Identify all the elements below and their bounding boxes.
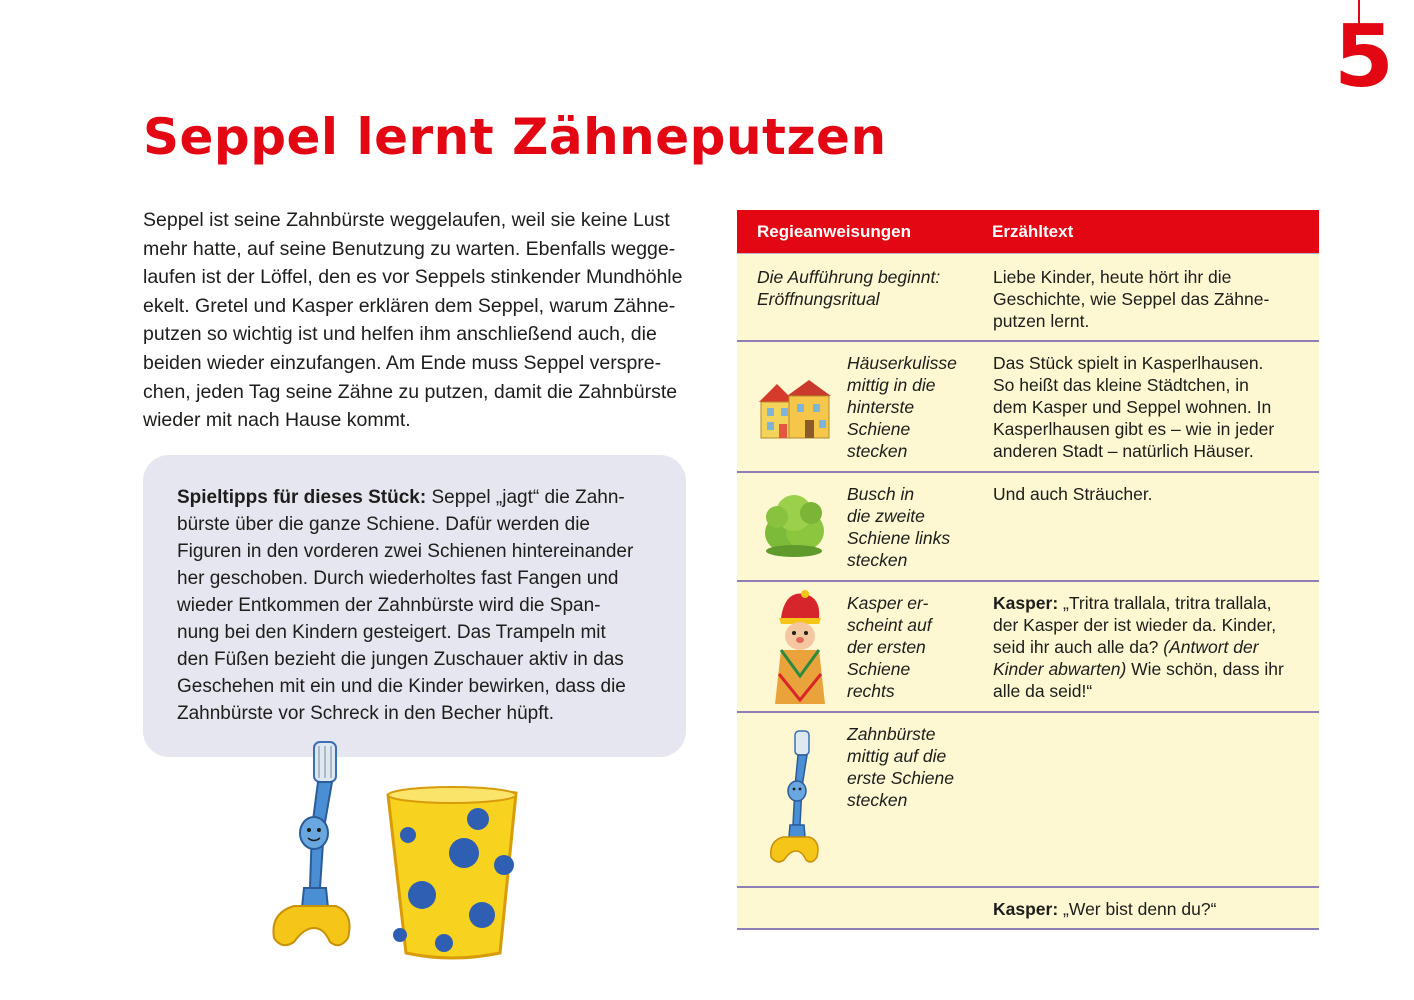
direction-line: Kasper er-	[847, 593, 929, 613]
direction-line: mittig auf die	[847, 746, 947, 766]
header-narration: Erzähltext	[992, 221, 1074, 241]
table-row	[737, 713, 1319, 888]
tips-line: nung bei den Kindern gesteigert. Das Trampeln mit	[177, 622, 606, 643]
tips-first-line	[177, 484, 666, 511]
direction-line: stecken	[847, 790, 908, 810]
kasper-puppet-icon	[771, 588, 827, 706]
table-row	[737, 254, 1319, 342]
tips-line: wieder Entkommen der Zahnbürste wird die Span-	[177, 595, 601, 616]
dialogue-text: „Tritra trallala, tritra trallala,	[1058, 593, 1272, 613]
intro-line: chen, jeden Tag seine Zähne zu putzen, damit die Zahnbürste	[143, 380, 678, 403]
narration-line: putzen lernt.	[993, 311, 1090, 331]
narration-line: So heißt das kleine Städtchen, in	[993, 375, 1249, 395]
direction-line: Zahnbürste	[847, 724, 936, 744]
direction-line: die zweite	[847, 506, 925, 526]
table-row	[737, 342, 1319, 473]
speaker-name: Kasper:	[993, 593, 1059, 613]
narration-line	[993, 898, 1216, 920]
speaker-name: Kasper:	[993, 899, 1059, 919]
dialogue-text: „Wer bist denn du?“	[1058, 899, 1217, 919]
direction-line: Die Aufführung beginnt:	[757, 267, 941, 287]
direction-line: stecken	[847, 550, 908, 570]
intro-text	[143, 206, 703, 435]
tips-line: her geschoben. Durch wiederholtes fast Fangen und	[177, 568, 619, 589]
page-title: Seppel lernt Zähneputzen	[143, 108, 887, 166]
intro-line: putzen so wichtig ist und helfen ihm anschließend auch, die	[143, 323, 657, 346]
direction-line: stecken	[847, 441, 908, 461]
tips-line: Figuren in den vorderen zwei Schienen hintereinander	[177, 541, 634, 562]
intro-line: mehr hatte, auf seine Benutzung zu warten. Ebenfalls wegge-	[143, 237, 676, 260]
toothbrush-illustration	[264, 738, 354, 960]
narration-line: Liebe Kinder, heute hört ihr die	[993, 267, 1232, 287]
tips-label: Spieltipps für dieses Stück:	[177, 487, 427, 508]
direction-line: Häuserkulisse	[847, 353, 957, 373]
play-script-table	[737, 210, 1319, 930]
tips-line: Zahnbürste vor Schreck in den Becher hüpft.	[177, 703, 555, 724]
direction-line: scheint auf	[847, 615, 932, 635]
page-number-digit: 5	[1334, 7, 1394, 107]
intro-line: Seppel ist seine Zahnbürste weggelaufen, weil sie keine Lust	[143, 209, 670, 231]
table-row	[737, 888, 1319, 930]
narration-line: Geschichte, wie Seppel das Zähne-	[993, 289, 1270, 309]
narration-text	[993, 266, 1269, 332]
intro-line: wieder mit nach Hause kommt.	[143, 409, 411, 432]
tips-line: Seppel „jagt“ die Zahn-	[426, 487, 625, 508]
narration-line	[993, 636, 1284, 658]
direction-line: Schiene links	[847, 528, 951, 548]
direction-text	[847, 483, 950, 571]
narration-line: Das Stück spielt in Kasperlhausen.	[993, 353, 1264, 373]
narration-text	[993, 592, 1284, 702]
direction-text	[757, 266, 940, 310]
bush-icon	[761, 489, 827, 559]
intro-line: laufen ist der Löffel, den es vor Seppels stinkender Mundhöhle	[143, 266, 683, 289]
tips-line: bürste über die ganze Schiene. Dafür werden die	[177, 514, 590, 535]
intro-line: ekelt. Gretel und Kasper erklären dem Seppel, warum Zähne-	[143, 294, 676, 317]
table-row	[737, 582, 1319, 713]
header-directions: Regieanweisungen	[757, 221, 911, 241]
direction-line: erste Schiene	[847, 768, 955, 788]
narration-line	[993, 658, 1284, 680]
page-number	[1330, 0, 1400, 110]
intro-line: beiden wieder einzufangen. Am Ende muss Seppel verspre-	[143, 351, 662, 374]
tips-line: den Füßen bezieht die jungen Zuschauer aktiv in das	[177, 649, 624, 670]
direction-line: Busch in	[847, 484, 915, 504]
narration-line: der Kasper der ist wieder da. Kinder,	[993, 615, 1277, 635]
direction-text	[847, 723, 954, 811]
direction-line: mittig in die	[847, 375, 936, 395]
toothbrush-icon	[765, 729, 821, 871]
direction-line: der ersten	[847, 637, 926, 657]
narration-line: Kasperlhausen gibt es – wie in jeder	[993, 419, 1275, 439]
houses-icon	[757, 378, 833, 440]
direction-line: Eröffnungsritual	[757, 289, 880, 309]
direction-text	[847, 352, 957, 462]
table-row	[737, 473, 1319, 582]
stage-note: Kinder abwarten)	[993, 659, 1127, 679]
narration-line: dem Kasper und Seppel wohnen. In	[993, 397, 1272, 417]
direction-line: Schiene	[847, 659, 911, 679]
narration-text	[993, 483, 1153, 505]
narration-line: Und auch Sträucher.	[993, 484, 1153, 504]
tips-box	[143, 455, 686, 757]
dialogue-text: seid ihr auch alle da?	[993, 637, 1164, 657]
narration-text	[993, 352, 1274, 462]
direction-line: Schiene	[847, 419, 911, 439]
narration-text	[993, 898, 1216, 920]
stage-note: (Antwort der	[1163, 637, 1259, 657]
dialogue-text: Wie schön, dass ihr	[1126, 659, 1284, 679]
tips-line: Geschehen mit ein und die Kinder bewirken, dass die	[177, 676, 626, 697]
narration-line	[993, 592, 1284, 614]
table-header	[737, 210, 1319, 254]
cup-illustration	[382, 785, 522, 960]
direction-line: rechts	[847, 681, 895, 701]
direction-text	[847, 592, 932, 702]
narration-line: anderen Stadt – natürlich Häuser.	[993, 441, 1254, 461]
narration-line: alle da seid!“	[993, 681, 1093, 701]
direction-line: hinterste	[847, 397, 915, 417]
